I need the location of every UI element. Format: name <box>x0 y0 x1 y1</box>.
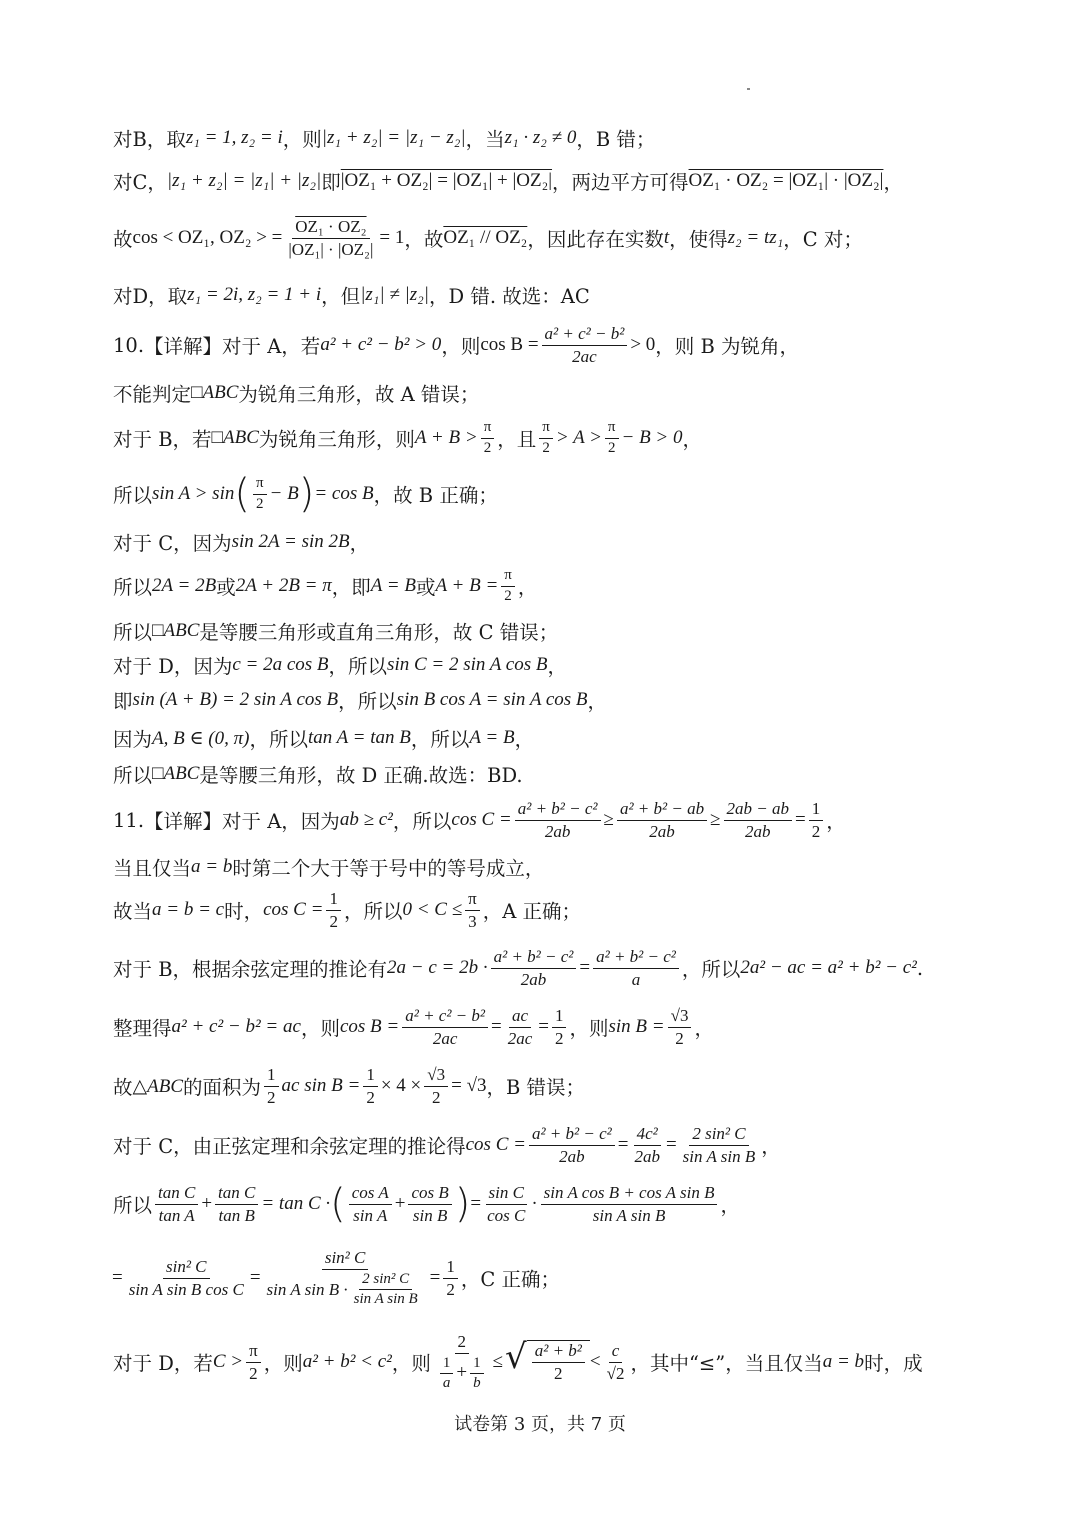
cosine-fraction: $\frac{\text{OZ₁ · OZ₂}}{\text{|OZ₁| · |OZ₂|}}$ <box>288 216 374 259</box>
compound-fraction: sin² C sin A sin B · $\frac{\text{2 sin² C}}{\text{sin A sin B}}$ <box>266 1247 418 1307</box>
detail-tag: 【详解】 <box>144 810 223 833</box>
question-number: 10. <box>113 333 145 357</box>
detail-tag: 【详解】 <box>144 335 223 358</box>
square-root: √ $\frac{\text{a² + b²}}{2}$ <box>505 1340 590 1383</box>
page-footer: 试卷第 3 页，共 7 页 <box>454 1414 626 1435</box>
exam-answer-page: 对B，取 z₁ = 1, z₂ = i ，则 |z₁ + z₂| = |z₁ − z₂| ，当 z₁ · z₂ ≠ 0 ，B 错； 对C， |z₁ + z₂| = |z₁| + |z₂| 即 |OZ₁ + OZ₂| = |OZ₁| + |OZ₂| ，两边平方可得 OZ₁ · OZ₂ = |OZ₁| · |OZ₂| ， 故 cos < OZ₁, OZ₂ > = $\frac{\text{OZ₁ · OZ₂}}{\text{|OZ₁| · |OZ₂|}}$ = 1 ，故 OZ₁ // OZ₂ ，因此存在实数 t ，使得 z₂ = tz₁ ，C 对； 对D，取 z₁ = 2i, z₂ = 1 + i ，但 |z₁| ≠ |z₂| ，D 错. 故选：AC 10. 【详解】 对于 A，若 a² + c² − b² > 0 ，则 cos B = $\frac{\text{a² + c² − b²}}{2ac}$ > 0 ，则 B 为锐角， 不能判定 □ABC 为锐角三角形，故 A 错误； 对于 B，若 □ABC 为锐角三角形，则 A + B > $\frac{\pi}{2}$ ，且 $\frac{\pi}{2}$ > A > $\frac{\pi}{2}$ − B > 0 ， 所以 sin A > sin ( $\frac{\pi}{2}$ − B ) = cos B ，故 B 正确； 对于 C，因为 sin 2A = sin 2B ， 所以 2A = 2B 或 2A + 2B = π ，即 A = B 或 A + B = $\frac{\pi}{2}$ ， 所以 □ABC 是等腰三角形或直角三角形，故 C 错误； 对于 D，因为 c = 2a cos B ，所以 sin C = 2 sin A cos B ， 即 sin (A + B) = 2 sin A cos B ，所以 sin B cos A = sin A cos B ， 因为 A, B ∈ (0, π) ，所以 tan A = tan B ，所以 A = B ， 所以 □ABC 是等腰三角形，故 D 正确.故选：BD. 11. 【详解】 对于 A，因为 ab ≥ c² ，所以 cos C = $\frac{\text{a² + b² − c²}}{2ab}$ ≥ $\frac{\text{a² + b² − ab}}{2ab}$ ≥ $\frac{2ab - ab}{2ab}$ = $\frac{1}{2}$ ， 当且仅当 a = b 时第二个大于等于号中的等号成立， 故当 a = b = c 时， cos C = $\frac{1}{2}$ ，所以 0 < C ≤ $\frac{\pi}{3}$ ，A 正确； 对于 B，根据余弦定理的推论有 2a − c = 2b · $\frac{\text{a² + b² − c²}}{2ab}$ = $\frac{\text{a² + b² − c²}}{a}$ ，所以 2a² − ac = a² + b² − c² . 整理得 a² + c² − b² = ac ，则 cos B = $\frac{\text{a² + c² − b²}}{2ac}$ = $\frac{ac}{2ac}$ = $\frac{1}{2}$ ，则 sin B = $\frac{√3}{2}$ ， 故 △ABC 的面积为 $\frac{1}{2}$ ac sin B = $\frac{1}{2}$ × 4 × $\frac{√3}{2}$ = √3 ，B 错误； 对于 C，由正弦定理和余弦定理的推论得 cos C = $\frac{\text{a² + b² − c²}}{2ab}$ = $\frac{\text{4c²}}{2ab}$ = $\frac{\text{2 sin² C}}{\text{sin A sin B}}$ ， 所以 $\frac{\text{tan C}}{\text{tan A}}$ + $\frac{\text{tan C}}{\text{tan B}}$ = tan C · ( $\frac{\text{cos A}}{\text{sin A}}$ + $\frac{\text{cos B}}{\text{sin B}}$ ) = $\frac{\text{sin C}}{\text{cos C}}$ · $\frac{\text{sin A cos B + cos A sin B}}{\text{sin A sin B}}$ ， = $\frac{\text{sin² C}}{\text{sin A sin B cos C}}$ = sin² C sin A sin B · $\frac{\text{2 sin² C}}{\text{sin A sin B}}$ = $\frac{1}{2}$ ，C 正确； 对于 D，若 C > $\frac{\pi}{2}$ ，则 a² + b² < c² ，则 2 $\frac{1}{a}$ + $\frac{1}{b}$ ≤ √ $\frac{\text{a² + b²}}{2}$ < $\frac{c}{√2}$ ，其中“≤”，当且仅当 a = b 时，成 试卷第 3 页，共 7 页 <box>0 0 1080 1527</box>
question-number: 11. <box>113 808 145 832</box>
scan-speck <box>747 88 750 90</box>
harmonic-mean-fraction: 2 $\frac{1}{a}$ + $\frac{1}{b}$ <box>434 1332 490 1392</box>
